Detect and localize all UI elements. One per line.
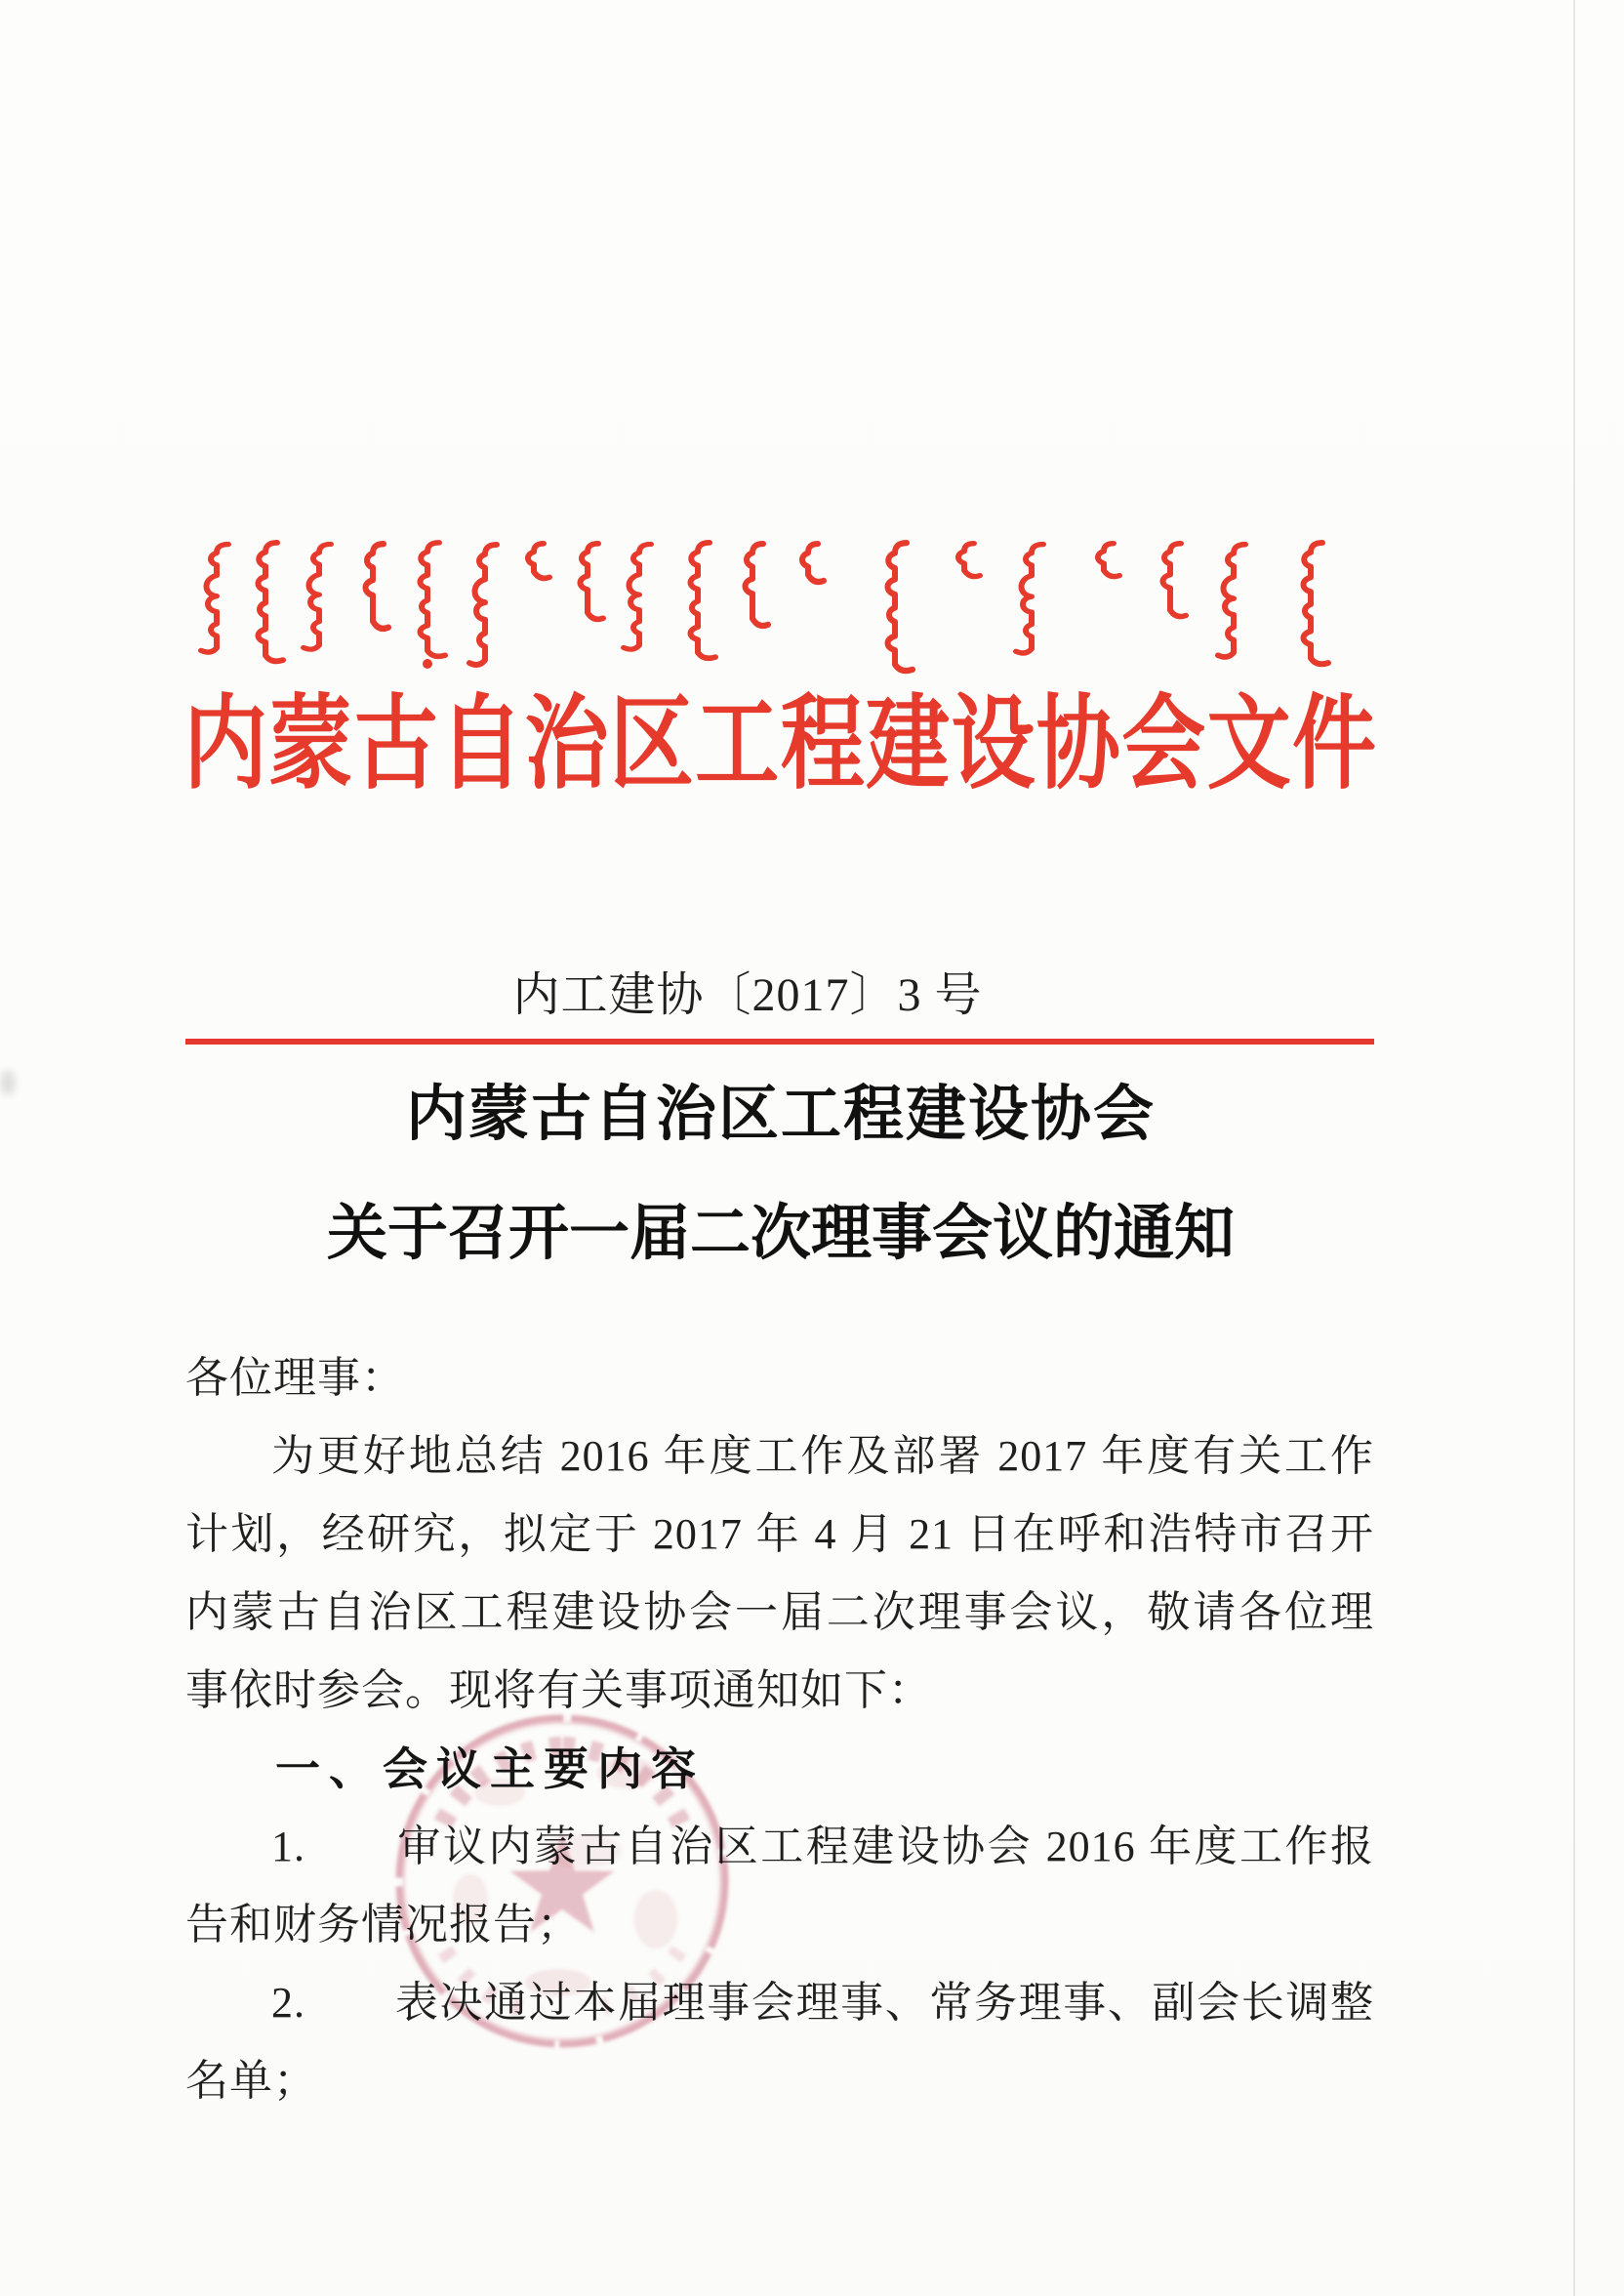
body-line: 事依时参会。现将有关事项通知如下： [185,1666,932,1714]
body-line: 名单； [185,2057,317,2105]
notice-title [185,1076,1376,1273]
body-line: 告和财务情况报告； [185,1901,581,1948]
body-line: 为更好地总结 2016 年度工作及部署 2017 年度有关工作 [271,1432,1374,1480]
masthead-title: 内蒙古自治区工程建设协会文件 [183,686,1376,802]
scan-edge-line [1573,0,1575,2296]
notice-title-line1: 内蒙古自治区工程建设协会 [405,1082,1156,1148]
body-text [185,1339,1374,2120]
body-line: 1. 审议内蒙古自治区工程建设协会 2016 年度工作报 [271,1823,1374,1870]
body-line: 内蒙古自治区工程建设协会一届二次理事会议，敬请各位理 [185,1588,1374,1636]
body-line: 各位理事： [185,1354,405,1402]
red-divider-line [185,1039,1374,1045]
body-line: 一、会议主要内容 [275,1743,705,1794]
doc-number: 内工建协〔2017〕3 号 [512,969,983,1021]
notice-title-line2: 关于召开一届二次理事会议的通知 [326,1201,1235,1267]
body-line: 计划，经研究，拟定于 2017 年 4 月 21 日在呼和浩特市召开 [185,1510,1374,1558]
scan-smudge [0,1070,16,1095]
mongolian-script-banner [176,539,1332,687]
mongolian-columns [201,543,1328,671]
body-line: 2. 表决通过本届理事会理事、常务理事、副会长调整 [271,1979,1374,2027]
